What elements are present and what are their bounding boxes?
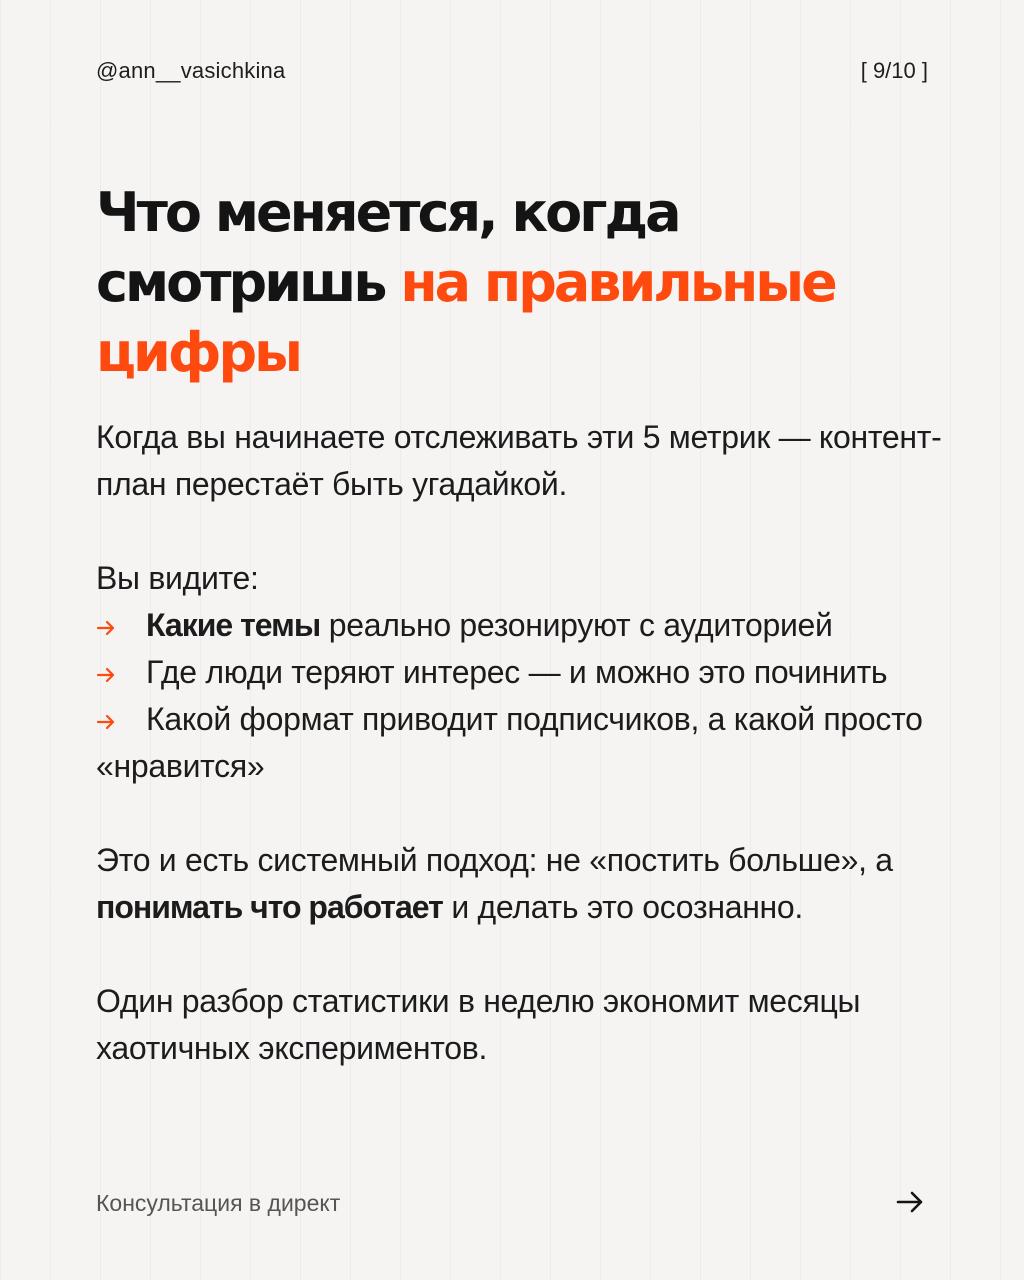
arrow-right-icon [96,649,146,696]
list-item [96,649,946,696]
arrow-right-icon [96,602,146,649]
system-bold: понимать что работает [96,889,443,925]
slide-body [96,414,946,1072]
system-paragraph: Это и есть системный подход: не «постить больше», а понимать что работает и делать это осознанно. [96,842,893,925]
author-handle: @ann__vasichkina [96,58,286,83]
list-item-text: Где люди теряют интерес — и можно это починить [146,654,888,690]
list-item-text: реально резонируют с аудиторией [320,607,833,643]
list-item-bold: Какие темы [146,607,321,643]
consultation-cta[interactable]: Консультация в директ [96,1190,341,1216]
closing-paragraph: Один разбор статистики в неделю экономит месяцы хаотичных экспериментов. [96,983,861,1066]
intro-paragraph: Когда вы начинаете отслеживать эти 5 метрик — контент-план перестаёт быть угадайкой. [96,419,942,502]
arrow-right-icon[interactable] [896,1188,924,1216]
list-heading: Вы видите: [96,560,259,596]
arrow-right-icon [96,696,146,743]
list-item-text: Какой формат приводит подписчиков, а какой просто «нравится» [96,701,923,784]
list-item [96,696,946,790]
list-item [96,602,946,649]
title-main: Что меняется, когда смотришь [96,181,679,314]
title-accent: на правильные цифры [96,251,835,384]
slide-counter: [ 9/10 ] [860,58,928,83]
slide-title [96,178,956,388]
